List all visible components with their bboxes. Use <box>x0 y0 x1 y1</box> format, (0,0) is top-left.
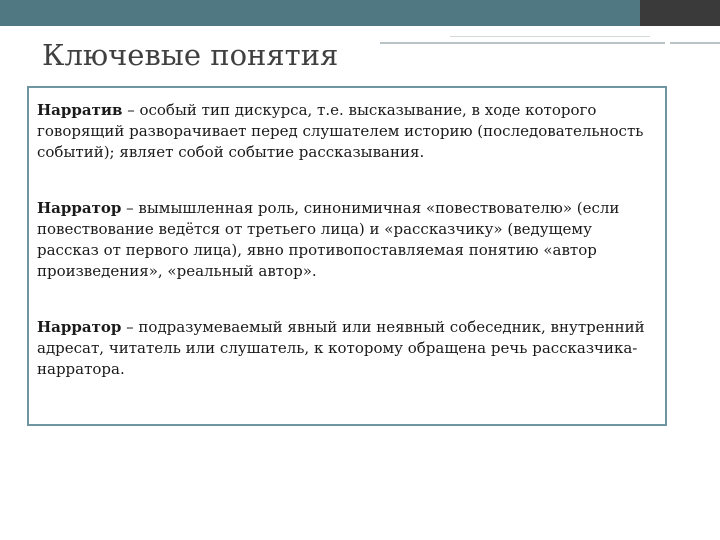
term-name: Нарратор <box>37 318 122 336</box>
title-underline-right <box>670 42 720 44</box>
header-band <box>0 0 720 26</box>
slide-title: Ключевые понятия <box>42 38 339 72</box>
term-definition: – вымышленная роль, синонимичная «повествователю» (если повествование ведётся от третьего лица) и «рассказчику» (ведущему рассказ от первого лица), явно противопоставляемая понятию «автор произведения», «реальный автор». <box>37 199 620 280</box>
definitions-box <box>27 86 667 426</box>
definition-narrative <box>37 100 657 163</box>
header-accent-line <box>450 36 650 37</box>
term-definition: – подразумеваемый явный или неявный собеседник, внутренний адресат, читатель или слушатель, к которому обращена речь рассказчика-нарратора. <box>37 318 645 378</box>
title-underline <box>380 42 665 44</box>
term-definition: – особый тип дискурса, т.е. высказывание, в ходе которого говорящий разворачивает перед слушателем историю (последовательность событий); являет собой событие рассказывания. <box>37 101 644 161</box>
definition-narrator <box>37 198 657 282</box>
header-corner-block <box>640 0 720 26</box>
definition-narratee <box>37 317 657 380</box>
term-name: Нарратив <box>37 101 123 119</box>
term-name: Нарратор <box>37 199 122 217</box>
